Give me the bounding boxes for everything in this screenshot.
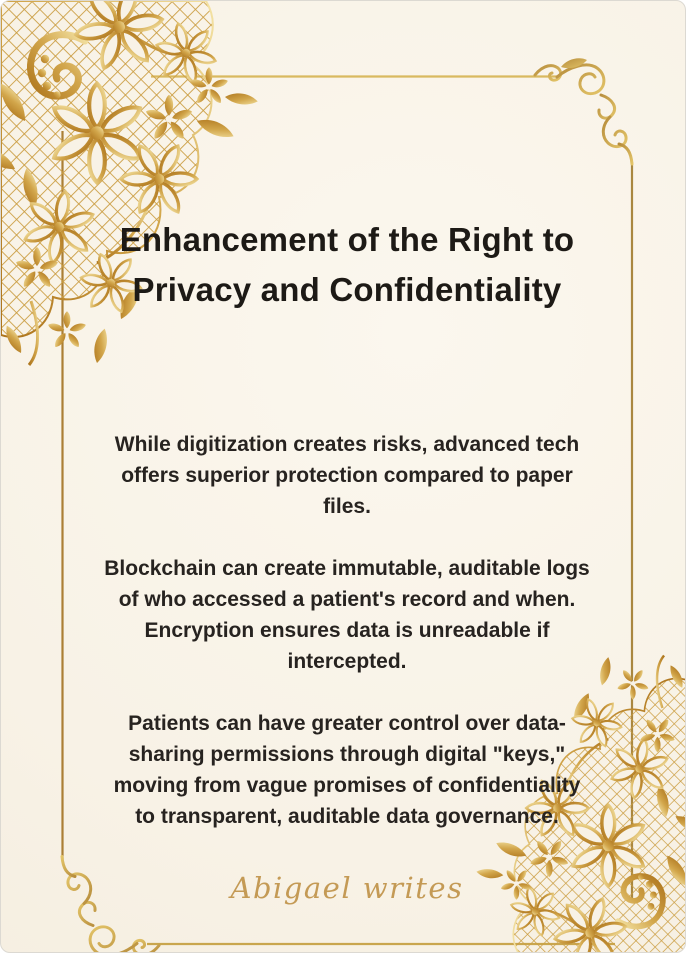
- title-line: Privacy and Confidentiality: [132, 271, 562, 308]
- body-line: Blockchain can create immutable, auditable logs: [104, 557, 590, 580]
- page-title: [59, 215, 635, 315]
- body-text: [59, 429, 635, 863]
- body-line: offers superior protection compared to paper: [121, 464, 573, 487]
- body-line: files.: [323, 495, 371, 518]
- body-line: Patients can have greater control over data-: [128, 712, 566, 735]
- body-line: intercepted.: [287, 650, 407, 673]
- body-line: While digitization creates risks, advanced tech: [114, 433, 580, 456]
- body-paragraph: [59, 429, 635, 522]
- body-line: sharing permissions through digital "keys,": [128, 743, 566, 766]
- body-paragraph: [59, 553, 635, 677]
- body-line: of who accessed a patient's record and when.: [118, 588, 576, 611]
- author-signature: Abigael writes: [230, 871, 464, 905]
- title-line: Enhancement of the Right to: [119, 221, 575, 258]
- body-line: to transparent, auditable data governance.: [135, 805, 559, 828]
- body-line: Encryption ensures data is unreadable if: [144, 619, 550, 642]
- body-line: moving from vague promises of confidentiality: [113, 774, 581, 797]
- body-paragraph: [59, 708, 635, 832]
- scroll-flourish-top-right: [535, 58, 632, 164]
